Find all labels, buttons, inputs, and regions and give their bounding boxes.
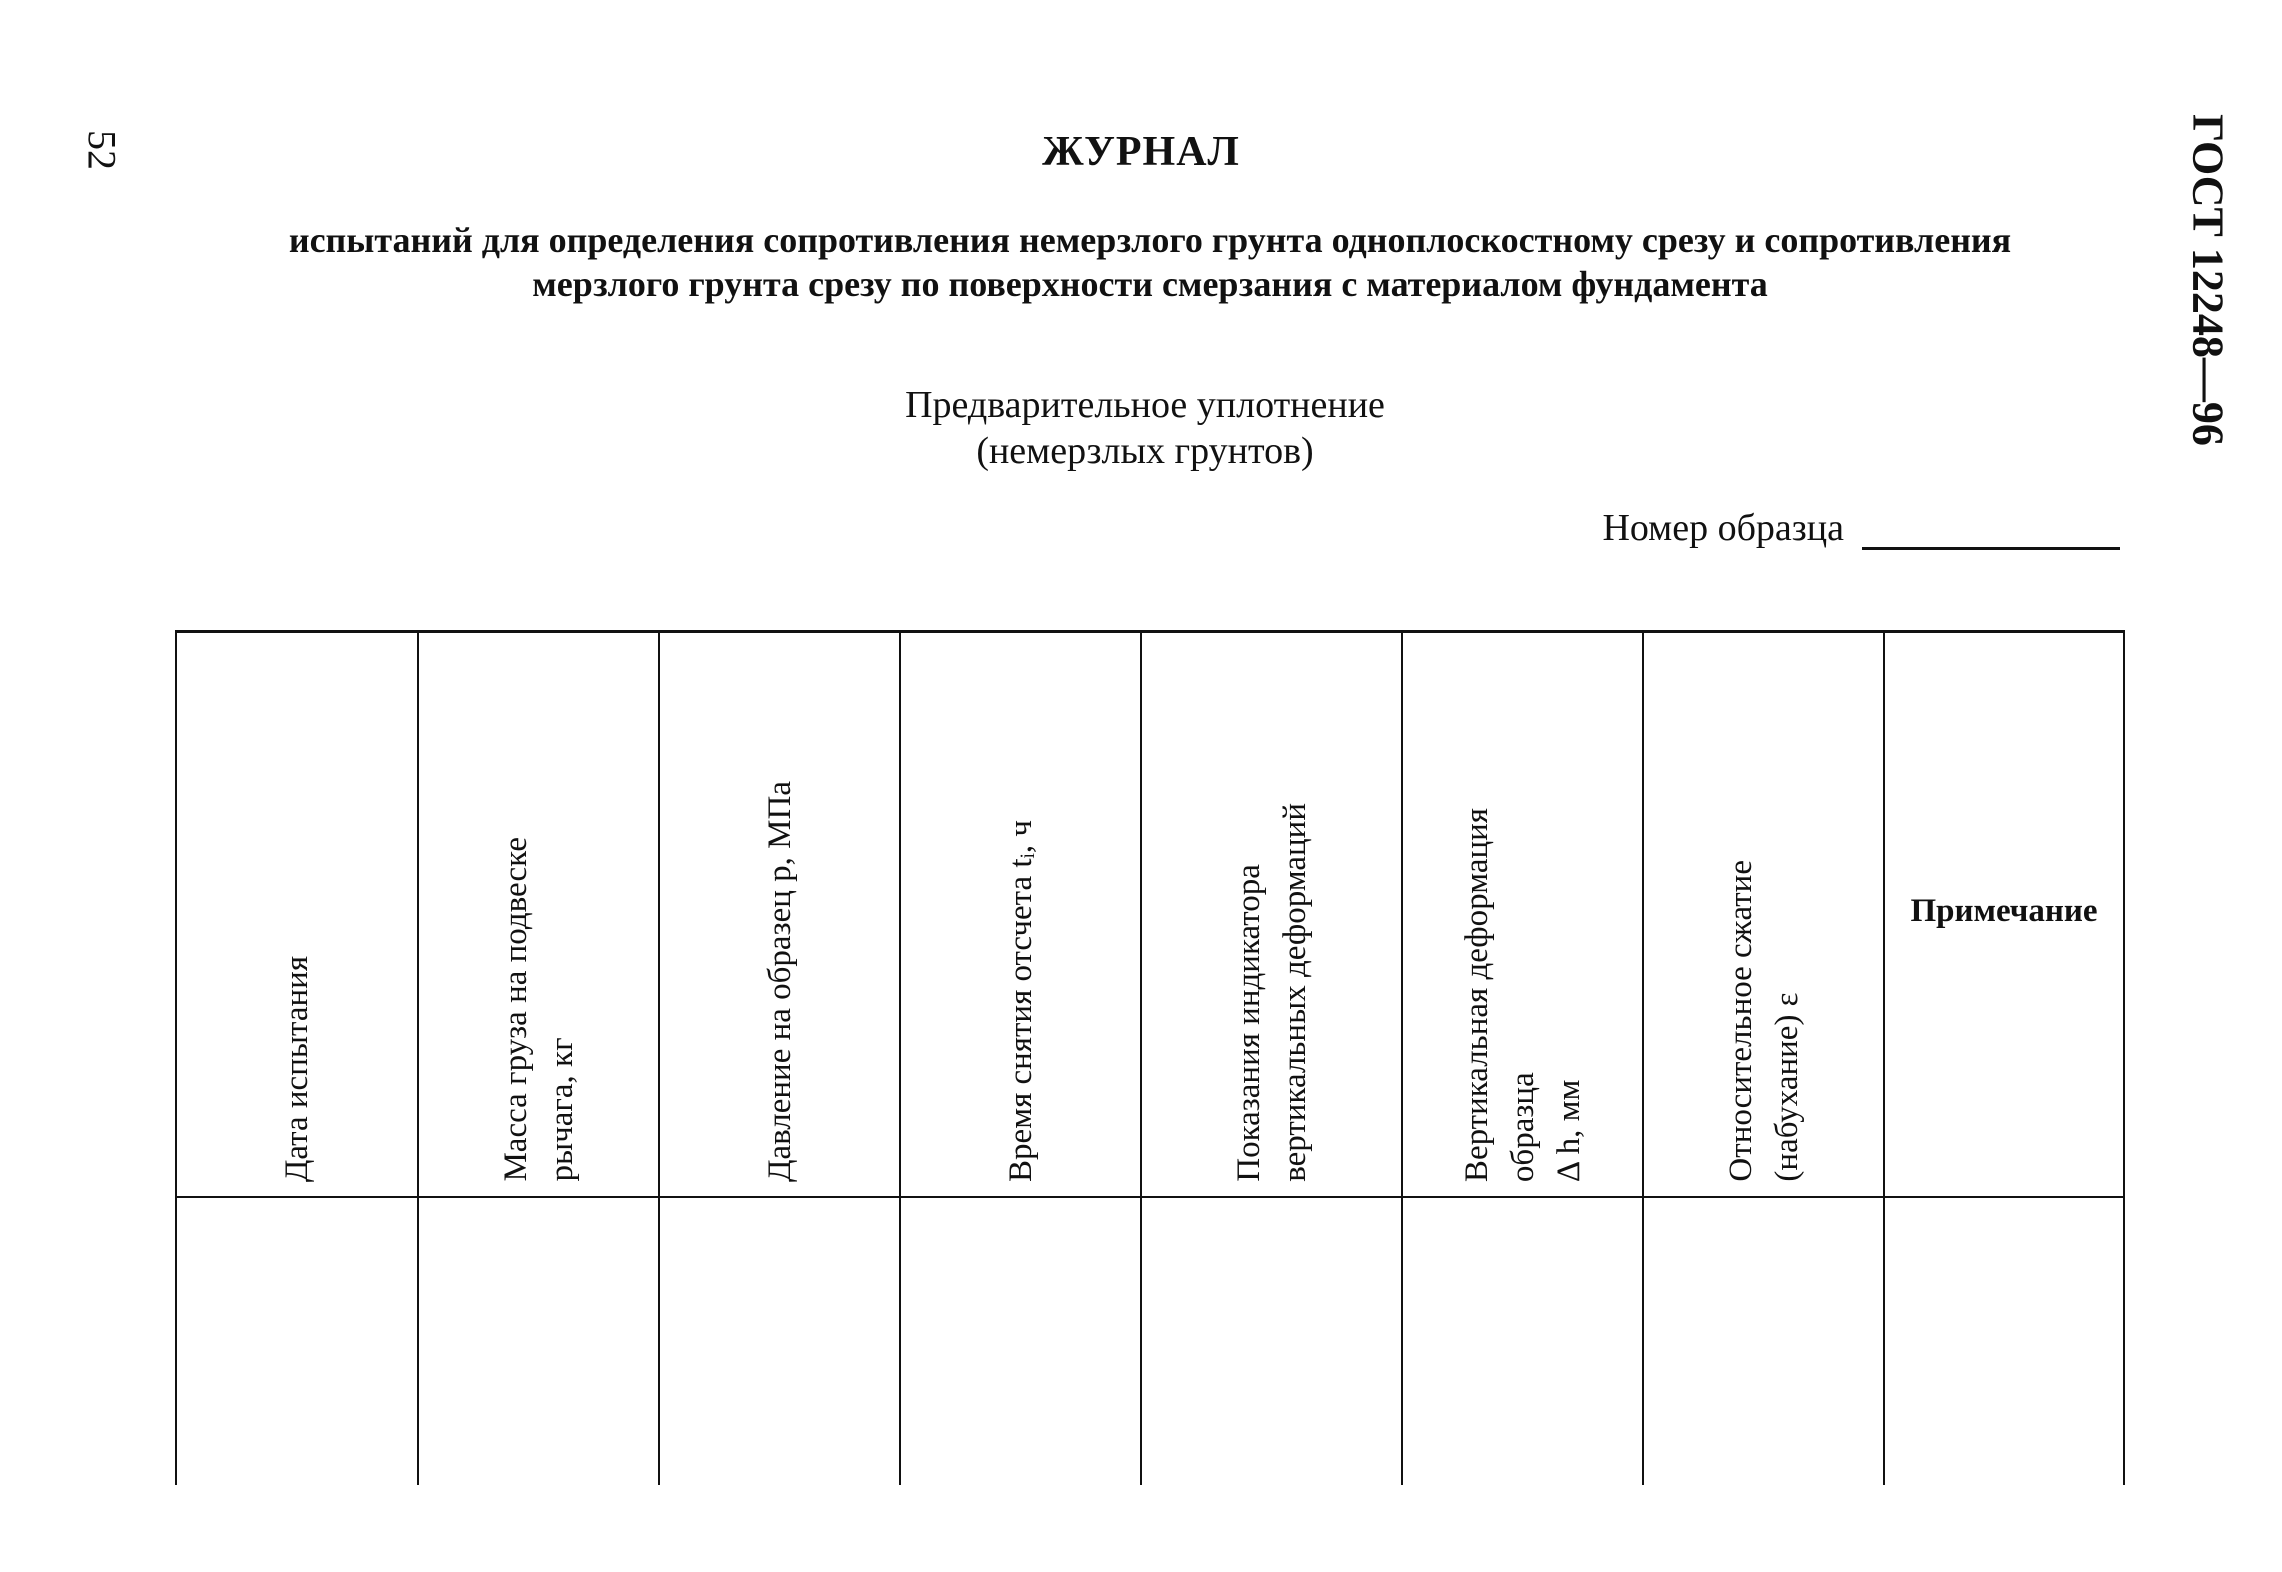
table-cell-vertical-deformation[interactable] — [1402, 1197, 1643, 1485]
table-cell-test-date[interactable] — [176, 1197, 418, 1485]
table-header-row — [176, 632, 2124, 1198]
column-header-vertical-deformation — [1402, 632, 1643, 1198]
header-line: рычага, кг — [543, 1037, 580, 1182]
table-cell-load-mass[interactable] — [418, 1197, 659, 1485]
subtitle-line-2: мерзлого грунта срезу по поверхности смерзания с материалом фундамента — [532, 264, 1768, 304]
table-cell-reading-time[interactable] — [900, 1197, 1141, 1485]
header-line: вертикальных деформаций — [1276, 803, 1313, 1182]
sample-number-label: Номер образца — [1602, 507, 1844, 549]
header-line: Масса груза на подвеске — [497, 837, 534, 1182]
header-line: Давление на образец p, МПа — [761, 780, 798, 1182]
journal-subtitle — [220, 218, 2080, 306]
subtitle-line-1: испытаний для определения сопротивления немерзлого грунта одноплоскостному срезу и сопротивления — [288, 220, 2012, 260]
table-cell-relative-compression[interactable] — [1643, 1197, 1884, 1485]
sample-number-row — [1602, 506, 2120, 550]
header-line: образца — [1504, 1072, 1541, 1182]
column-header-relative-compression — [1643, 632, 1884, 1198]
column-header-load-mass — [418, 632, 659, 1198]
column-header-indicator-readings — [1141, 632, 1402, 1198]
table-row — [176, 1197, 2124, 1485]
section-line-2: (немерзлых грунтов) — [976, 430, 1314, 472]
column-header-pressure — [659, 632, 900, 1198]
section-line-1: Предварительное уплотнение — [905, 384, 1385, 426]
table-cell-note[interactable] — [1884, 1197, 2124, 1485]
page-number: 52 — [79, 130, 125, 170]
header-line: Показания индикатора — [1230, 864, 1267, 1182]
column-header-test-date — [176, 632, 418, 1198]
table-cell-pressure[interactable] — [659, 1197, 900, 1485]
header-line: Вертикальная деформация — [1458, 807, 1495, 1182]
journal-table — [175, 630, 2125, 1485]
header-line: Примечание — [1910, 893, 2098, 929]
header-line: Дата испытания — [279, 955, 315, 1182]
header-line: Время снятия отсчета tᵢ, ч — [1002, 820, 1039, 1182]
table-cell-indicator-readings[interactable] — [1141, 1197, 1402, 1485]
journal-title: ЖУРНАЛ — [1042, 129, 1240, 175]
section-heading — [0, 382, 2282, 474]
column-header-note — [1884, 632, 2124, 1198]
header-line: Относительное сжатие — [1722, 860, 1759, 1182]
sample-number-field[interactable] — [1862, 509, 2120, 550]
column-header-reading-time — [900, 632, 1141, 1198]
header-line: (набухание) ε — [1768, 992, 1805, 1182]
header-line: Δ h, мм — [1550, 1079, 1587, 1182]
standard-code: ГОСТ 12248—96 — [2183, 114, 2233, 446]
